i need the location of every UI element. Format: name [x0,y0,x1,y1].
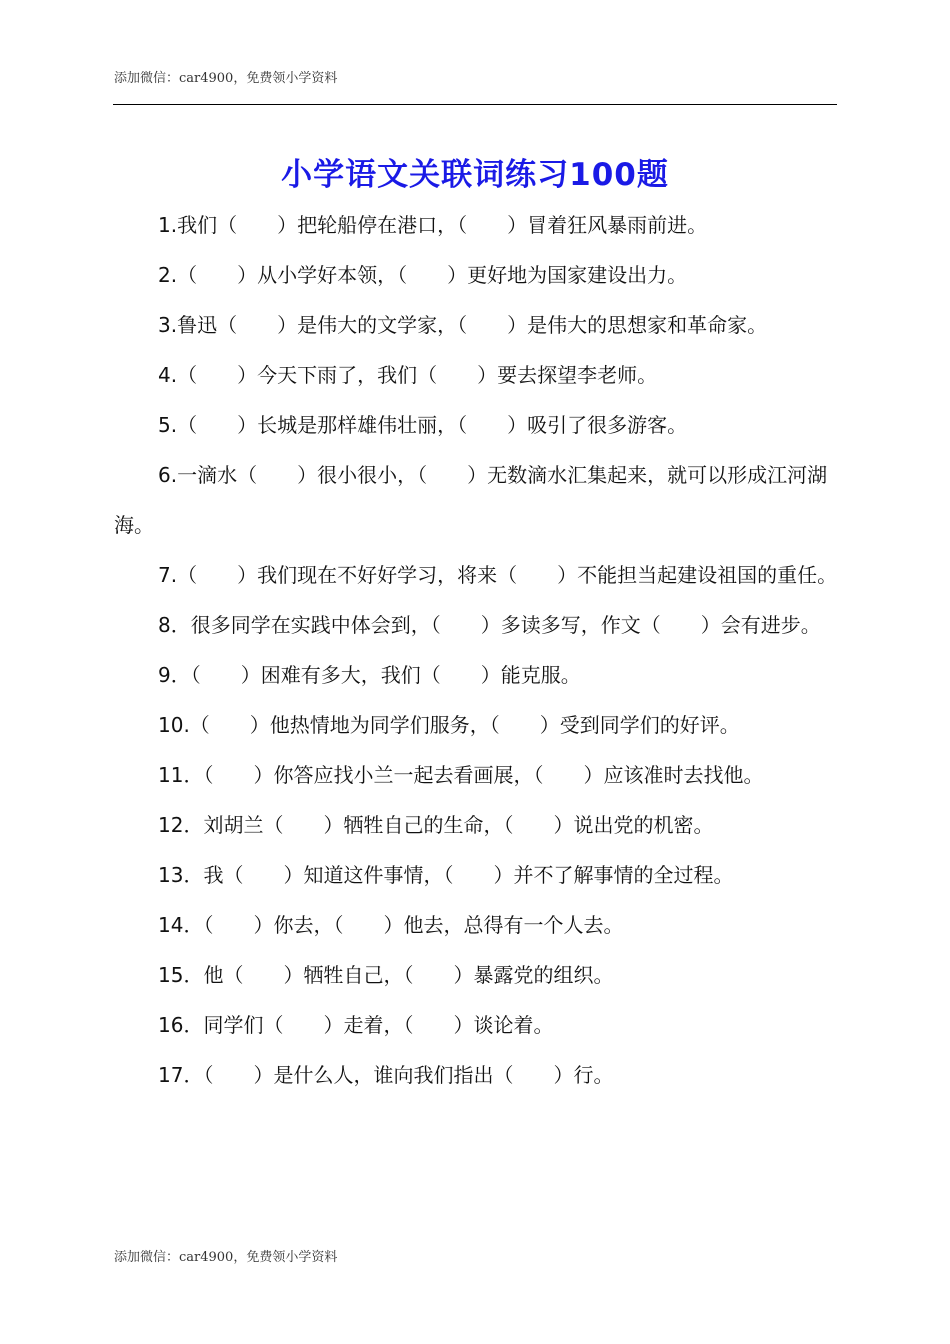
question-item: 17．（ ）是什么人，谁向我们指出（ ）行。 [158,1063,614,1087]
question-item: 4.（ ）今天下雨了，我们（ ）要去探望李老师。 [158,363,658,387]
footer-note: 添加微信：car4900，免费领小学资料 [114,1250,338,1265]
question-item: 11．（ ）你答应找小兰一起去看画展，（ ）应该准时去找他。 [158,763,764,787]
question-item: 6.一滴水（ ）很小很小，（ ）无数滴水汇集起来，就可以形成江河湖海。 [114,463,828,537]
question-item: 15．他（ ）牺牲自己，（ ）暴露党的组织。 [158,963,614,987]
question-item: 16．同学们（ ）走着，（ ）谈论着。 [158,1013,554,1037]
question-list [114,200,838,1100]
header-divider [113,104,837,105]
question-item: 3.鲁迅（ ）是伟大的文学家，（ ）是伟大的思想家和革命家。 [158,313,768,337]
question-item: 7.（ ）我们现在不好好学习，将来（ ）不能担当起建设祖国的重任。 [158,563,838,587]
header-note: 添加微信：car4900，免费领小学资料 [114,71,338,86]
question-item: 12．刘胡兰（ ）牺牲自己的生命，（ ）说出党的机密。 [158,813,714,837]
question-item: 1.我们（ ）把轮船停在港口，（ ）冒着狂风暴雨前进。 [158,213,708,237]
question-item: 2.（ ）从小学好本领，（ ）更好地为国家建设出力。 [158,263,688,287]
question-item: 13．我（ ）知道这件事情，（ ）并不了解事情的全过程。 [158,863,734,887]
question-item: 14．（ ）你去，（ ）他去，总得有一个人去。 [158,913,624,937]
question-item: 9．（ ）困难有多大，我们（ ）能克服。 [158,663,581,687]
question-item: 8．很多同学在实践中体会到，（ ）多读多写，作文（ ）会有进步。 [158,613,821,637]
page-title: 小学语文关联词练习100题 [281,156,669,193]
question-item: 5.（ ）长城是那样雄伟壮丽，（ ）吸引了很多游客。 [158,413,688,437]
question-item: 10.（ ）他热情地为同学们服务，（ ）受到同学们的好评。 [158,713,740,737]
